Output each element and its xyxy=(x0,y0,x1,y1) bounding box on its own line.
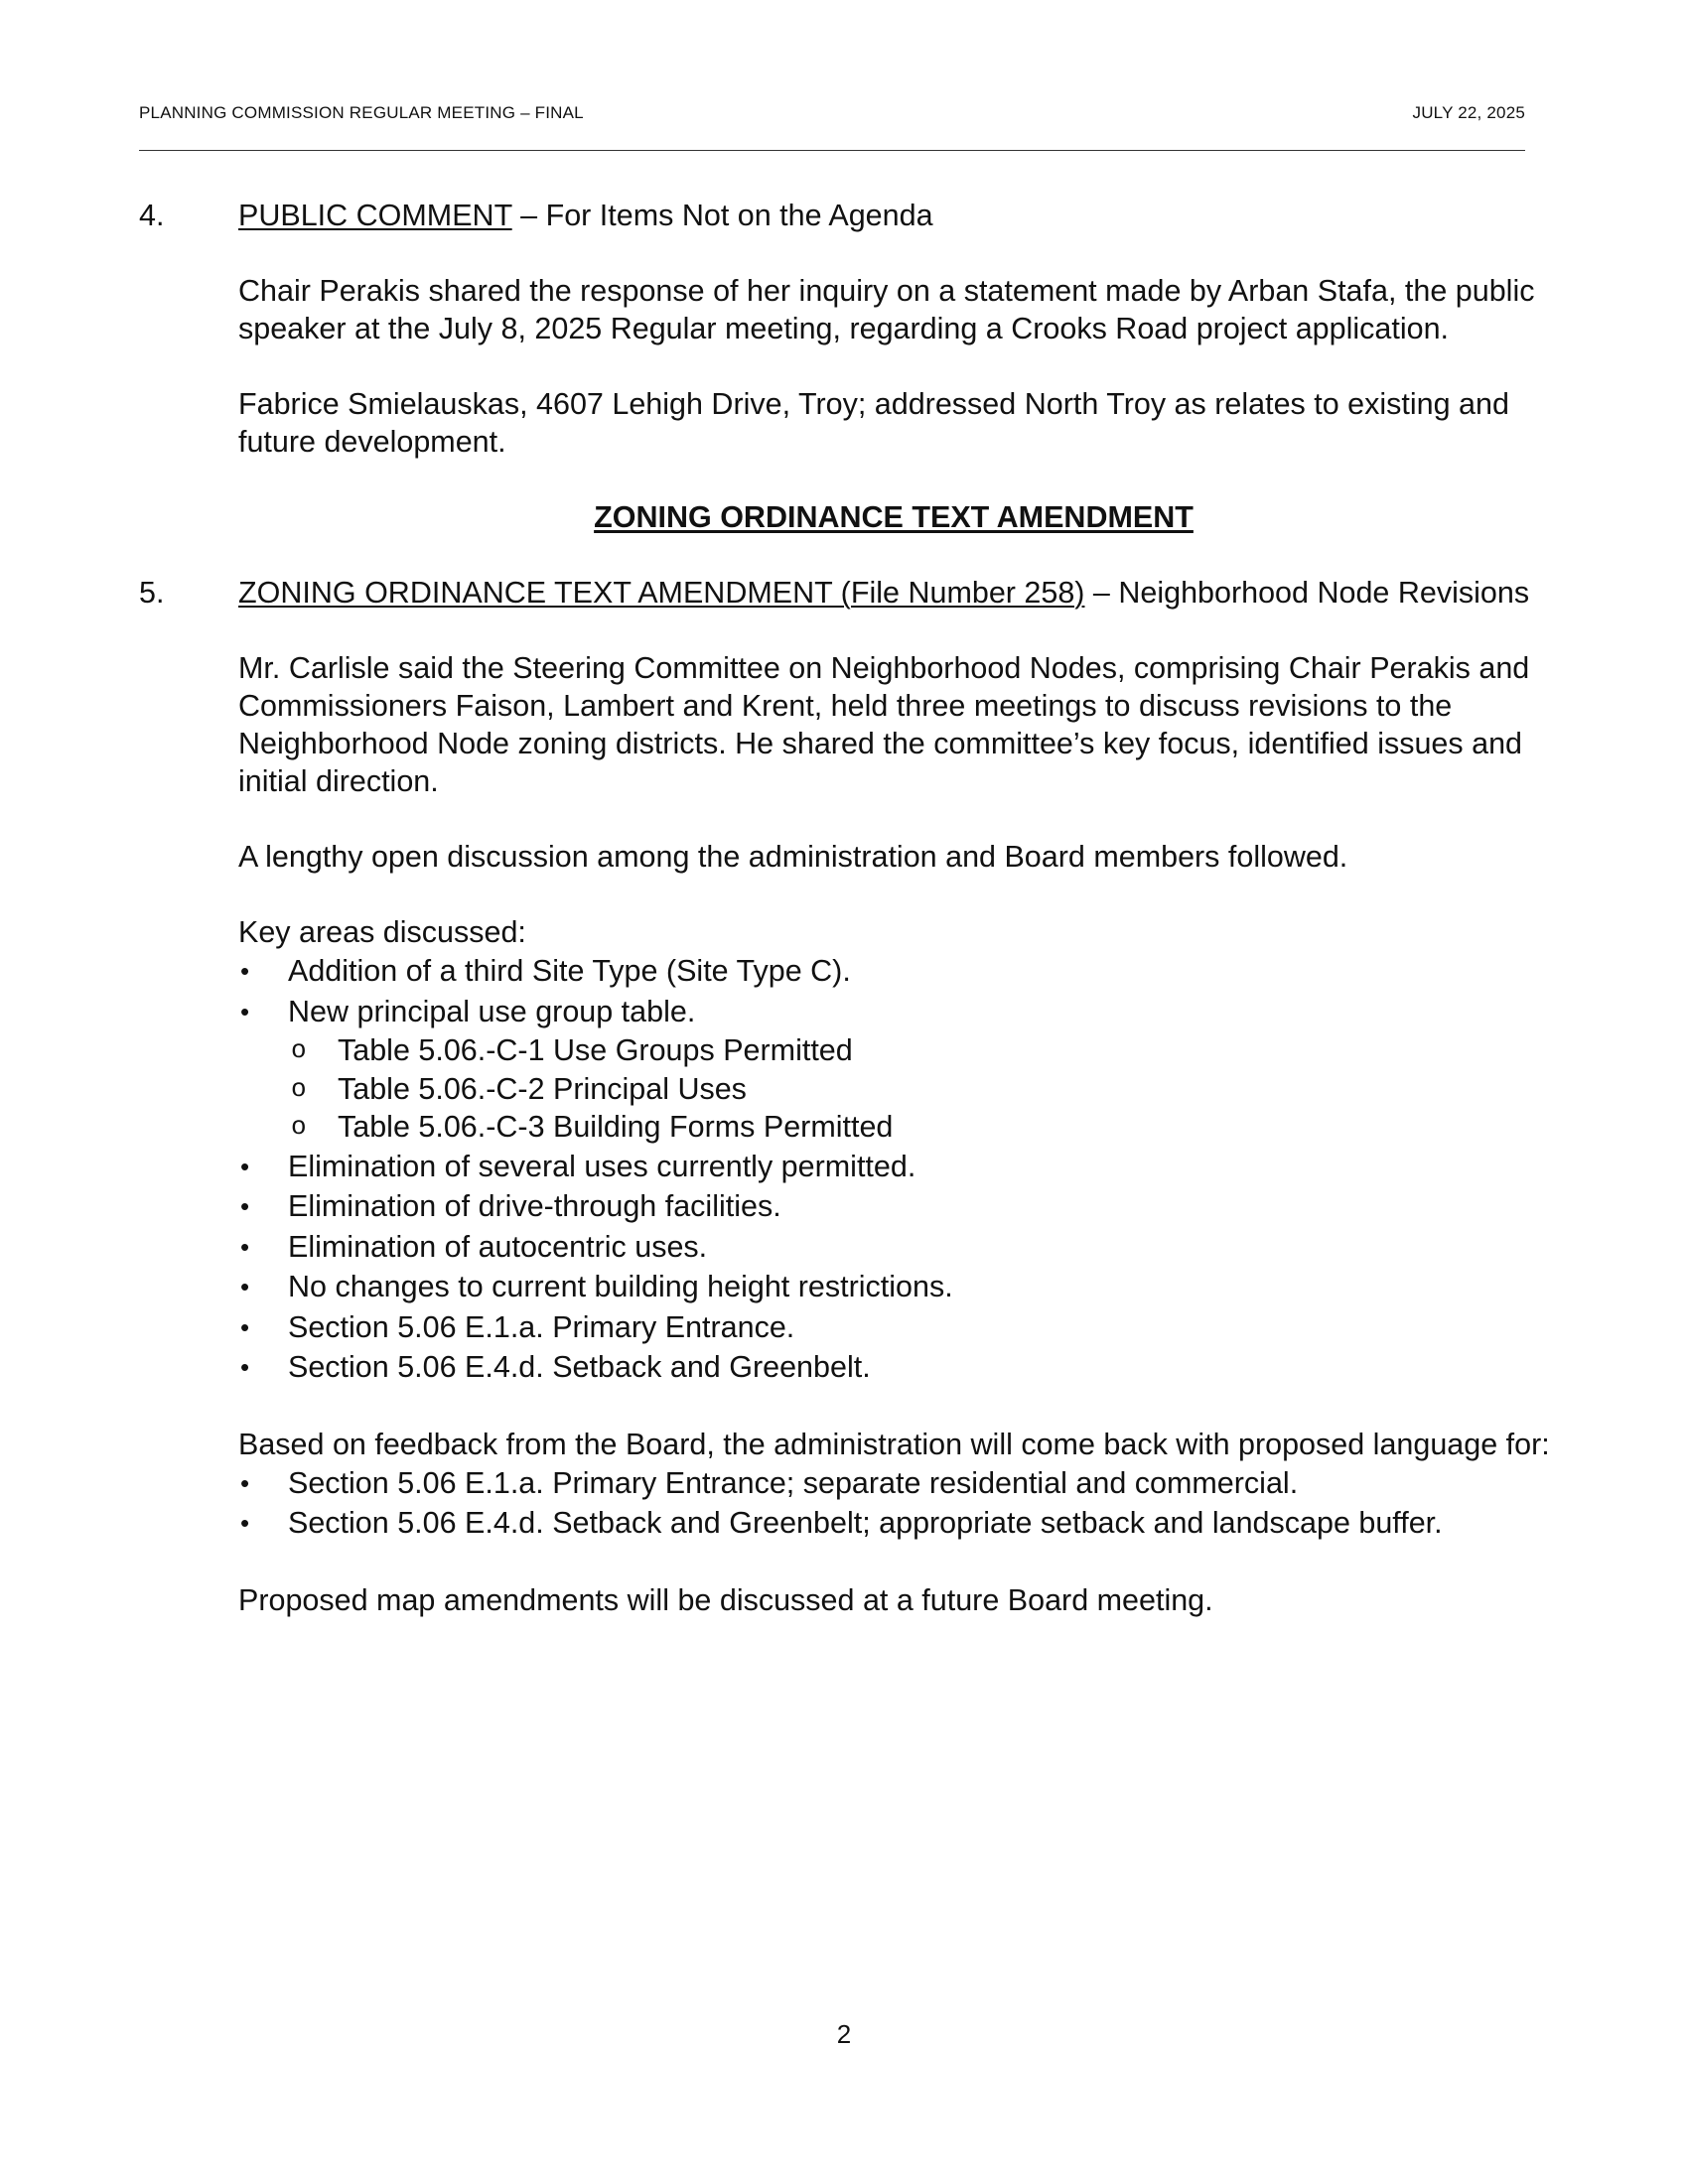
sub-list-item: o Table 5.06.-C-2 Principal Uses xyxy=(288,1070,1589,1109)
list-item: • Elimination of autocentric uses. xyxy=(238,1227,1589,1268)
section-heading: ZONING ORDINANCE TEXT AMENDMENT xyxy=(594,500,1194,534)
key-areas-list xyxy=(238,951,1589,1388)
page-number: 2 xyxy=(836,2019,852,2049)
list-item: • Section 5.06 E.4.d. Setback and Greenbelt. xyxy=(238,1347,1589,1388)
sub-list-item: o Table 5.06.-C-1 Use Groups Permitted xyxy=(288,1031,1589,1070)
paragraph: Chair Perakis shared the response of her inquiry on a statement made by Arban Stafa, the public speaker at the July 8, 2025 Regular meeting, regarding a Crooks Road project application. xyxy=(238,274,1535,345)
list-item: • Section 5.06 E.1.a. Primary Entrance; separate residential and commercial. xyxy=(238,1463,1589,1504)
list-item: • New principal use group table. o Table 5.06.-C-1 Use Groups Permitted o Table 5.06.-C-2 Principal Uses o Table 5.06.-C-3 Building Forms Permitted xyxy=(238,992,1589,1147)
document-body xyxy=(139,197,1589,1619)
agenda-item-number: 4. xyxy=(139,199,165,232)
list-item: • Addition of a third Site Type (Site Type C). xyxy=(238,951,1589,992)
closing-paragraph: Proposed map amendments will be discussed at a future Board meeting. xyxy=(238,1582,1213,1617)
paragraph: Fabrice Smielauskas, 4607 Lehigh Drive, Troy; addressed North Troy as relates to existing and future development. xyxy=(238,387,1509,459)
header-date: JULY 22, 2025 xyxy=(1412,103,1525,122)
agenda-item-title: PUBLIC COMMENT xyxy=(238,199,512,232)
key-areas-label: Key areas discussed: xyxy=(238,915,526,949)
header-divider xyxy=(139,150,1525,151)
list-item: • Elimination of drive-through facilities. xyxy=(238,1186,1589,1227)
feedback-list xyxy=(238,1463,1589,1544)
list-item: • Section 5.06 E.4.d. Setback and Greenbelt; appropriate setback and landscape buffer. xyxy=(238,1503,1589,1544)
agenda-item-5-heading xyxy=(139,574,1589,612)
list-item: • Elimination of several uses currently permitted. xyxy=(238,1147,1589,1187)
agenda-item-subtitle: – Neighborhood Node Revisions xyxy=(1084,576,1530,610)
sub-list xyxy=(288,1031,1589,1147)
agenda-item-number: 5. xyxy=(139,576,165,610)
sub-list-item: o Table 5.06.-C-3 Building Forms Permitted xyxy=(288,1108,1589,1147)
paragraph: A lengthy open discussion among the administration and Board members followed. xyxy=(238,840,1348,874)
page-header xyxy=(139,103,1525,125)
agenda-item-subtitle: – For Items Not on the Agenda xyxy=(511,199,933,232)
agenda-item-title: ZONING ORDINANCE TEXT AMENDMENT (File Number 258) xyxy=(238,576,1085,610)
header-title: PLANNING COMMISSION REGULAR MEETING – FINAL xyxy=(139,103,584,122)
list-item: • Section 5.06 E.1.a. Primary Entrance. xyxy=(238,1307,1589,1348)
list-item: • No changes to current building height restrictions. xyxy=(238,1267,1589,1307)
paragraph: Mr. Carlisle said the Steering Committee on Neighborhood Nodes, comprising Chair Perakis and Commissioners Faison, Lambert and Krent, held three meetings to discuss revisions to the Neighborhood Node zoning districts. He shared the committee’s key focus, identified issues and initial direction. xyxy=(238,651,1530,798)
agenda-item-4-heading xyxy=(139,197,1589,234)
feedback-intro: Based on feedback from the Board, the administration will come back with proposed language for: xyxy=(238,1427,1550,1461)
